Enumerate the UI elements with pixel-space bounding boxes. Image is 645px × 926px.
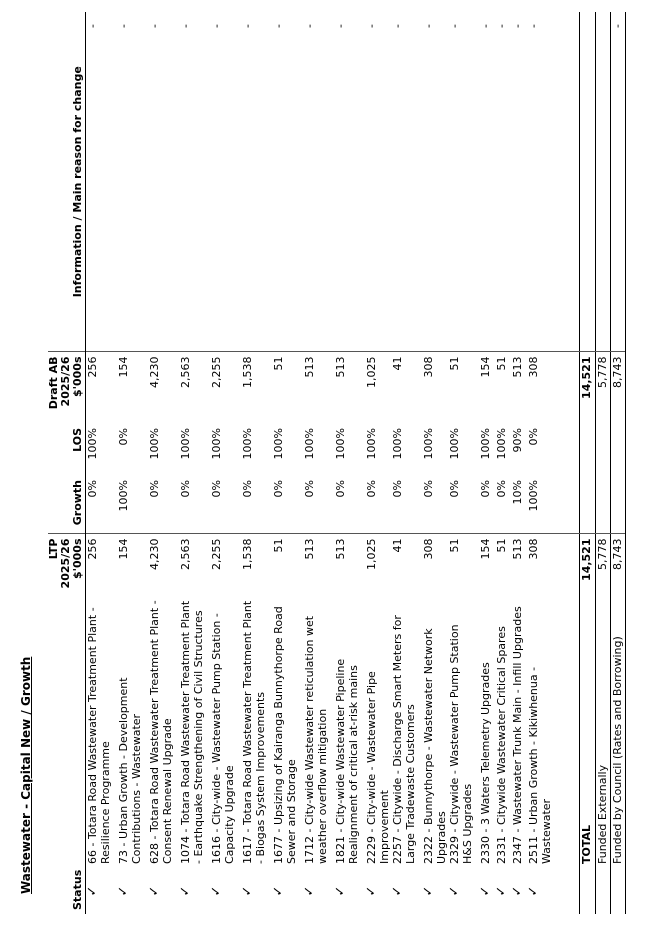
- draft-header-line1: Draft AB: [47, 356, 60, 410]
- project-name: 1677 - Upsizing of Kairanga Bunnythorpe Road Sewer and Storage: [272, 606, 298, 864]
- growth-value: 0%: [479, 480, 492, 498]
- ltp-header-line3: $'000s: [71, 538, 84, 580]
- draft-value: 513: [303, 352, 334, 424]
- draft-value: 14,521: [580, 352, 596, 424]
- info-value: -: [179, 24, 192, 28]
- draft-value: 256: [86, 352, 118, 424]
- project-name: 66 - Totara Road Wastewater Treatment Plant - Resilience Programme: [86, 607, 112, 864]
- los-value: 100%: [179, 428, 192, 460]
- ltp-value: 308: [422, 534, 448, 596]
- growth-value: 0%: [210, 480, 223, 498]
- ltp-value: 51: [272, 534, 303, 596]
- info-value: -: [148, 24, 161, 28]
- table-row: [511, 12, 527, 914]
- status-checkmark-icon: ✓: [240, 885, 255, 897]
- row-label: Funded by Council (Rates and Borrowing): [611, 596, 626, 868]
- draft-value: 2,255: [210, 352, 241, 424]
- total-row: [580, 12, 596, 914]
- spacer-row: [553, 12, 580, 914]
- info-value: -: [495, 24, 508, 28]
- draft-value: 154: [479, 352, 495, 424]
- blank-cell: [580, 424, 596, 476]
- project-name: 2229 - City-wide - Wastewater Pipe Improvement: [365, 671, 391, 864]
- growth-value: 0%: [179, 480, 192, 498]
- project-name: 2511 - Urban Growth - Kikiwhenua - Wastewater: [527, 666, 553, 864]
- spacer-cell: [553, 476, 580, 534]
- los-header: LOS: [48, 424, 86, 476]
- ltp-value: 256: [86, 534, 118, 596]
- spacer-cell: [553, 534, 580, 596]
- project-name: 2330 - 3 Waters Telemetry Upgrades: [479, 662, 492, 864]
- los-value: 100%: [479, 428, 492, 460]
- los-value: 90%: [511, 428, 524, 453]
- status-checkmark-icon: ✓: [478, 885, 493, 897]
- project-name: 73 - Urban Growth - Development Contributions - Wastewater: [117, 677, 143, 864]
- blank-cell: [611, 476, 626, 534]
- status-checkmark-icon: ✓: [421, 885, 436, 897]
- info-value: -: [479, 24, 492, 28]
- draft-value: 51: [272, 352, 303, 424]
- project-name: 2257 - Citywide - Discharge Smart Meters for Large Tradewaste Customers: [391, 615, 417, 864]
- table-row: [479, 12, 495, 914]
- growth-value: 0%: [334, 480, 347, 498]
- draft-header-line3: $'000s: [71, 356, 84, 398]
- status-checkmark-icon: ✓: [333, 885, 348, 897]
- status-checkmark-icon: ✓: [510, 885, 525, 897]
- info-value: -: [422, 24, 435, 28]
- draft-value: 51: [495, 352, 511, 424]
- blank-cell: [580, 868, 596, 914]
- info-value: -: [303, 24, 316, 28]
- status-checkmark-icon: ✓: [209, 885, 224, 897]
- table-row: [148, 12, 179, 914]
- ltp-value: 513: [303, 534, 334, 596]
- table-row: [179, 12, 210, 914]
- growth-value: 0%: [86, 480, 99, 498]
- info-value: -: [391, 24, 404, 28]
- ltp-header: [48, 534, 86, 596]
- growth-value: 0%: [148, 480, 161, 498]
- draft-value: 4,230: [148, 352, 179, 424]
- table-row: [334, 12, 365, 914]
- info-value: -: [272, 24, 285, 28]
- table-row: [117, 12, 148, 914]
- spacer-cell: [553, 12, 580, 352]
- ltp-value: 8,743: [611, 534, 626, 596]
- status-header: Status: [48, 868, 86, 914]
- spacer-cell: [553, 424, 580, 476]
- info-value: -: [365, 24, 378, 28]
- status-checkmark-icon: ✓: [390, 885, 405, 897]
- status-checkmark-icon: ✓: [147, 885, 162, 897]
- status-checkmark-icon: ✓: [271, 885, 286, 897]
- ltp-value: 51: [495, 534, 511, 596]
- draft-header-line2: 2025/26: [59, 356, 72, 407]
- header-row: [48, 12, 86, 914]
- ltp-value: 4,230: [148, 534, 179, 596]
- ltp-header-line2: 2025/26: [59, 538, 72, 589]
- funding-row: [596, 12, 611, 914]
- ltp-value: 51: [448, 534, 479, 596]
- page-title: Wastewater - Capital New / Growth: [19, 656, 33, 894]
- blank-cell: [611, 868, 626, 914]
- draft-value: 154: [117, 352, 148, 424]
- table-body: [86, 12, 626, 914]
- los-value: 100%: [86, 428, 99, 460]
- draft-value: 1,538: [241, 352, 272, 424]
- los-value: 0%: [117, 428, 130, 446]
- project-name: 2322 - Bunnythorpe - Wastewater Network Upgrades: [422, 628, 448, 864]
- table-row: [210, 12, 241, 914]
- los-value: 100%: [365, 428, 378, 460]
- status-checkmark-icon: ✓: [494, 885, 509, 897]
- ltp-value: 14,521: [580, 534, 596, 596]
- info-value: -: [241, 24, 254, 28]
- table-row: [495, 12, 511, 914]
- info-value: -: [210, 24, 223, 28]
- project-name: 1617 - Totara Road Wastewater Treatment Plant - Biogas System Improvements: [241, 600, 267, 864]
- row-label: TOTAL: [580, 596, 596, 868]
- blank-cell: [611, 424, 626, 476]
- status-checkmark-icon: ✓: [302, 885, 317, 897]
- project-header: [48, 596, 86, 868]
- ltp-value: 308: [527, 534, 553, 596]
- info-value: -: [334, 24, 347, 28]
- los-value: 100%: [422, 428, 435, 460]
- project-name: 628 - Totara Road Wastewater Treatment Plant - Consent Renewal Upgrade: [148, 600, 174, 864]
- ltp-value: 513: [511, 534, 527, 596]
- ltp-value: 2,255: [210, 534, 241, 596]
- project-name: 1712 - City-wide Wastewater reticulation wet weather overflow mitigation: [303, 615, 329, 864]
- growth-value: 0%: [272, 480, 285, 498]
- project-name: 1821 - City-wide Wastewater Pipeline Realignment of critical at-risk mains: [334, 658, 360, 864]
- los-value: 100%: [334, 428, 347, 460]
- los-value: 100%: [272, 428, 285, 460]
- los-value: 0%: [527, 428, 540, 446]
- status-checkmark-icon: ✓: [178, 885, 193, 897]
- growth-value: 0%: [448, 480, 461, 498]
- growth-value: 0%: [303, 480, 316, 498]
- spacer-cell: [553, 596, 580, 868]
- status-checkmark-icon: ✓: [447, 885, 462, 897]
- info-value: [596, 12, 611, 352]
- draft-value: 513: [511, 352, 527, 424]
- project-name: 1616 - City-wide - Wastewater Pump Station - Capacity Upgrade: [210, 613, 236, 864]
- info-value: -: [527, 24, 540, 28]
- blank-cell: [596, 868, 611, 914]
- growth-value: 10%: [511, 480, 524, 505]
- ltp-header-line1: LTP: [47, 538, 60, 560]
- table-row: [527, 12, 553, 914]
- ltp-value: 154: [479, 534, 495, 596]
- growth-value: 0%: [391, 480, 404, 498]
- draft-value: 308: [527, 352, 553, 424]
- ltp-value: 2,563: [179, 534, 210, 596]
- ltp-value: 513: [334, 534, 365, 596]
- info-value: [580, 12, 596, 352]
- growth-value: 0%: [422, 480, 435, 498]
- row-label: Funded Externally: [596, 596, 611, 868]
- blank-cell: [580, 476, 596, 534]
- info-value: -: [448, 24, 461, 28]
- table-row: [303, 12, 334, 914]
- blank-cell: [596, 424, 611, 476]
- los-value: 100%: [448, 428, 461, 460]
- spacer-cell: [553, 352, 580, 424]
- draft-value: 513: [334, 352, 365, 424]
- draft-value: 308: [422, 352, 448, 424]
- info-value: -: [86, 24, 99, 28]
- funding-row: [611, 12, 626, 914]
- ltp-value: 41: [391, 534, 422, 596]
- growth-value: 0%: [495, 480, 508, 498]
- blank-cell: [596, 476, 611, 534]
- table-row: [365, 12, 391, 914]
- draft-value: 8,743: [611, 352, 626, 424]
- draft-value: 51: [448, 352, 479, 424]
- info-value: -: [611, 12, 626, 352]
- status-checkmark-icon: ✓: [364, 885, 379, 897]
- project-name: 2347 - Wastewater Trunk Main - Infill Upgrades: [511, 606, 524, 864]
- growth-value: 0%: [241, 480, 254, 498]
- spacer-cell: [553, 868, 580, 914]
- los-value: 100%: [495, 428, 508, 460]
- table-row: [448, 12, 479, 914]
- los-value: 100%: [303, 428, 316, 460]
- los-value: 100%: [241, 428, 254, 460]
- table-row: [272, 12, 303, 914]
- growth-value: 100%: [527, 480, 540, 512]
- info-value: -: [511, 24, 524, 28]
- los-value: 100%: [148, 428, 161, 460]
- growth-value: 100%: [117, 480, 130, 512]
- los-value: 100%: [210, 428, 223, 460]
- ltp-value: 5,778: [596, 534, 611, 596]
- ltp-value: 154: [117, 534, 148, 596]
- draft-value: 1,025: [365, 352, 391, 424]
- status-checkmark-icon: ✓: [116, 885, 131, 897]
- status-checkmark-icon: ✓: [85, 885, 100, 897]
- growth-value: 0%: [365, 480, 378, 498]
- los-value: 100%: [391, 428, 404, 460]
- table-row: [86, 12, 118, 914]
- draft-value: 41: [391, 352, 422, 424]
- project-name: 2331 - Citywide Wastewater Critical Spares: [495, 626, 508, 864]
- draft-value: 5,778: [596, 352, 611, 424]
- draft-value: 2,563: [179, 352, 210, 424]
- table-row: [422, 12, 448, 914]
- draft-header: [48, 352, 86, 424]
- info-header: Information / Main reason for change: [48, 12, 86, 352]
- info-value: -: [117, 24, 130, 28]
- capital-table: [48, 12, 626, 914]
- status-checkmark-icon: ✓: [526, 885, 541, 897]
- project-name: 2329 - Citywide - Wastewater Pump Station H&S Upgrades: [448, 624, 474, 864]
- project-name: 1074 - Totara Road Wastewater Treatment Plant - Earthquake Strengthening of Civil Structures: [179, 600, 205, 864]
- ltp-value: 1,538: [241, 534, 272, 596]
- table-row: [241, 12, 272, 914]
- growth-header: Growth: [48, 476, 86, 534]
- table-row: [391, 12, 422, 914]
- ltp-value: 1,025: [365, 534, 391, 596]
